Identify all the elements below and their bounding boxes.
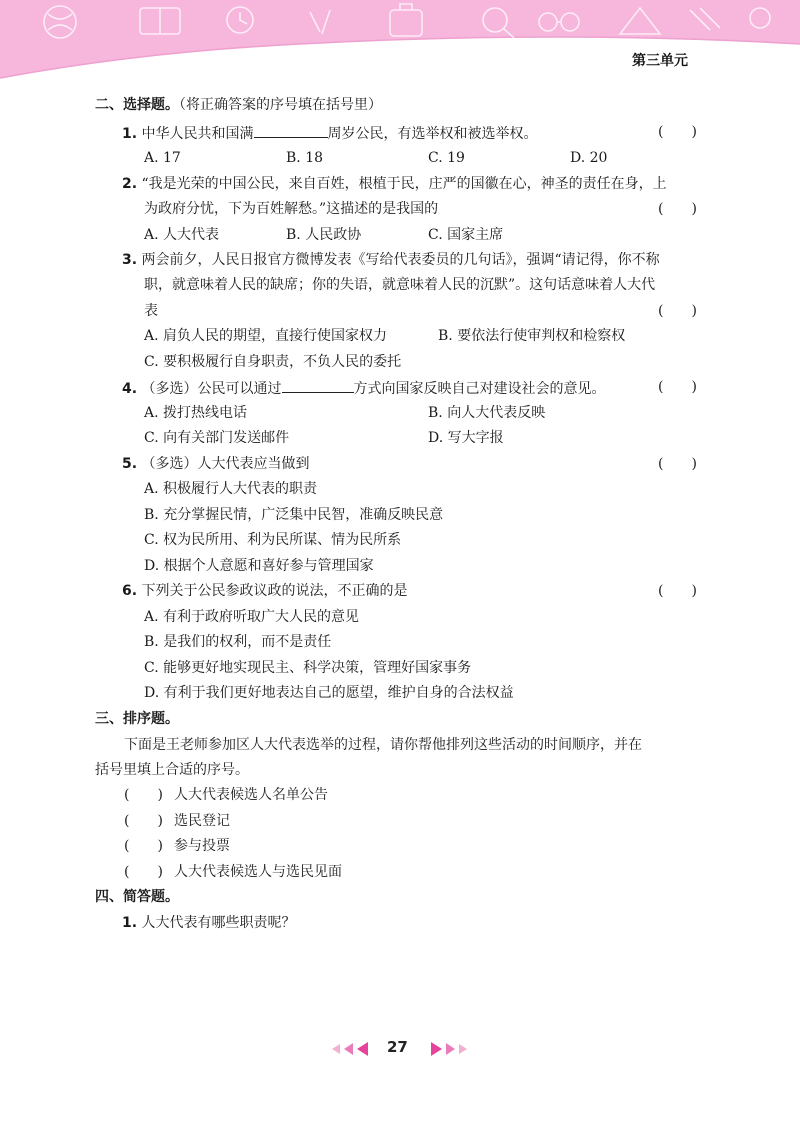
left-arrows-icon (332, 1042, 368, 1056)
question-2-line-1 (122, 175, 667, 193)
question-5-number: 5. (122, 456, 138, 472)
order-item-2: 选民登记 (174, 813, 230, 829)
section3-intro-line-1: 下面是王老师参加区人大代表选举的过程，请你帮他排列这些活动的时间顺序，并在 (124, 737, 642, 753)
question-5-option-d: D. 根据个人意愿和喜好参与管理国家 (144, 558, 374, 574)
short-answer-1-text: 人大代表有哪些职责呢？ (141, 915, 296, 931)
question-2-text-1: “我是光荣的中国公民，来自百姓，根植于民，庄严的国徽在心，神圣的责任在身，上 (141, 176, 667, 192)
short-answer-1-number: 1. (122, 915, 138, 931)
page-number: 27 (387, 1038, 408, 1056)
question-3-option-a: A. 肩负人民的期望，直接行使国家权力 (144, 328, 388, 344)
question-4-blank[interactable] (282, 378, 354, 393)
question-1-option-b: B. 18 (286, 150, 324, 166)
question-6-answer-paren[interactable]: ( ) (658, 583, 697, 599)
question-4 (122, 378, 606, 398)
section2-title (95, 96, 382, 114)
question-1-option-d: D. 20 (570, 150, 608, 166)
question-2-option-b: B. 人民政协 (286, 227, 362, 243)
section3-intro-line-2: 括号里填上合适的序号。 (95, 762, 249, 778)
question-1-answer-paren[interactable]: ( ) (658, 124, 697, 140)
question-1-option-a: A. 17 (144, 150, 181, 166)
right-arrows-icon (431, 1042, 467, 1056)
header-decoration (0, 0, 800, 90)
question-4-option-c: C. 向有关部门发送邮件 (144, 430, 290, 446)
question-6-option-a: A. 有利于政府听取广大人民的意见 (144, 609, 360, 625)
question-1 (122, 123, 538, 143)
order-item-2-paren[interactable]: ( ) (124, 813, 163, 829)
order-item-1: 人大代表候选人名单公告 (174, 787, 328, 803)
question-1-text-pre: 中华人民共和国满 (141, 126, 254, 142)
question-6-text: 下列关于公民参政议政的说法，不正确的是 (141, 583, 408, 599)
answer-area[interactable] (122, 940, 682, 1020)
question-5-option-a: A. 积极履行人大代表的职责 (144, 481, 318, 497)
order-item-1-paren[interactable]: ( ) (124, 787, 163, 803)
question-5-option-c: C. 权为民所用、利为民所谋、情为民所系 (144, 532, 402, 548)
question-2-line-2: 为政府分忧，下为百姓解愁。”这描述的是我国的 (144, 201, 439, 217)
question-6-number: 6. (122, 583, 138, 599)
question-4-text-post: 方式向国家反映自己对建设社会的意见。 (353, 381, 606, 397)
question-5 (122, 455, 310, 473)
question-5-option-b: B. 充分掌握民情，广泛集中民智，准确反映民意 (144, 507, 444, 523)
question-6-option-c: C. 能够更好地实现民主、科学决策，管理好国家事务 (144, 660, 472, 676)
question-4-option-a: A. 拨打热线电话 (144, 405, 248, 421)
question-4-option-b: B. 向人大代表反映 (428, 405, 546, 421)
section4-title: 四、简答题。 (95, 889, 179, 905)
question-1-blank[interactable] (254, 123, 328, 138)
question-3-option-c: C. 要积极履行自身职责，不负人民的委托 (144, 354, 402, 370)
question-1-text-post: 周岁公民，有选举权和被选举权。 (327, 126, 538, 142)
question-4-text-pre: （多选）公民可以通过 (141, 381, 282, 397)
question-4-option-d: D. 写大字报 (428, 430, 504, 446)
question-3-line-2: 职，就意味着人民的缺席；你的失语，就意味着人民的沉默”。这句话意味着人大代 (144, 277, 656, 293)
question-5-text: （多选）人大代表应当做到 (141, 456, 310, 472)
short-answer-question-1 (122, 914, 296, 932)
question-6-option-b: B. 是我们的权利，而不是责任 (144, 634, 332, 650)
order-item-3: 参与投票 (174, 838, 230, 854)
section2-hint: （将正确答案的序号填在括号里） (179, 97, 382, 113)
question-3-text-1: 两会前夕，人民日报官方微博发表《写给代表委员的几句话》，强调“请记得，你不称 (141, 252, 660, 268)
question-5-answer-paren[interactable]: ( ) (658, 456, 697, 472)
question-1-number: 1. (122, 126, 138, 142)
question-3-number: 3. (122, 252, 138, 268)
question-6 (122, 582, 408, 600)
question-3-answer-paren[interactable]: ( ) (658, 303, 697, 319)
order-item-4-paren[interactable]: ( ) (124, 864, 163, 880)
question-2-answer-paren[interactable]: ( ) (658, 201, 697, 217)
unit-label: 第三单元 (632, 53, 688, 69)
order-item-4: 人大代表候选人与选民见面 (174, 864, 342, 880)
section2-title-text: 二、选择题。 (95, 97, 179, 113)
question-4-answer-paren[interactable]: ( ) (658, 379, 697, 395)
question-6-option-d: D. 有利于我们更好地表达自己的愿望，维护自身的合法权益 (144, 685, 514, 701)
question-2-number: 2. (122, 176, 138, 192)
question-3-line-3: 表 (144, 303, 158, 319)
question-3-option-b: B. 要依法行使审判权和检察权 (438, 328, 626, 344)
order-item-3-paren[interactable]: ( ) (124, 838, 163, 854)
page-footer (0, 1038, 800, 1060)
question-2-option-c: C. 国家主席 (428, 227, 504, 243)
question-3-line-1 (122, 251, 660, 269)
question-4-number: 4. (122, 381, 138, 397)
header-banner (0, 0, 800, 90)
question-1-option-c: C. 19 (428, 150, 465, 166)
question-2-option-a: A. 人大代表 (144, 227, 220, 243)
section3-title: 三、排序题。 (95, 711, 179, 727)
